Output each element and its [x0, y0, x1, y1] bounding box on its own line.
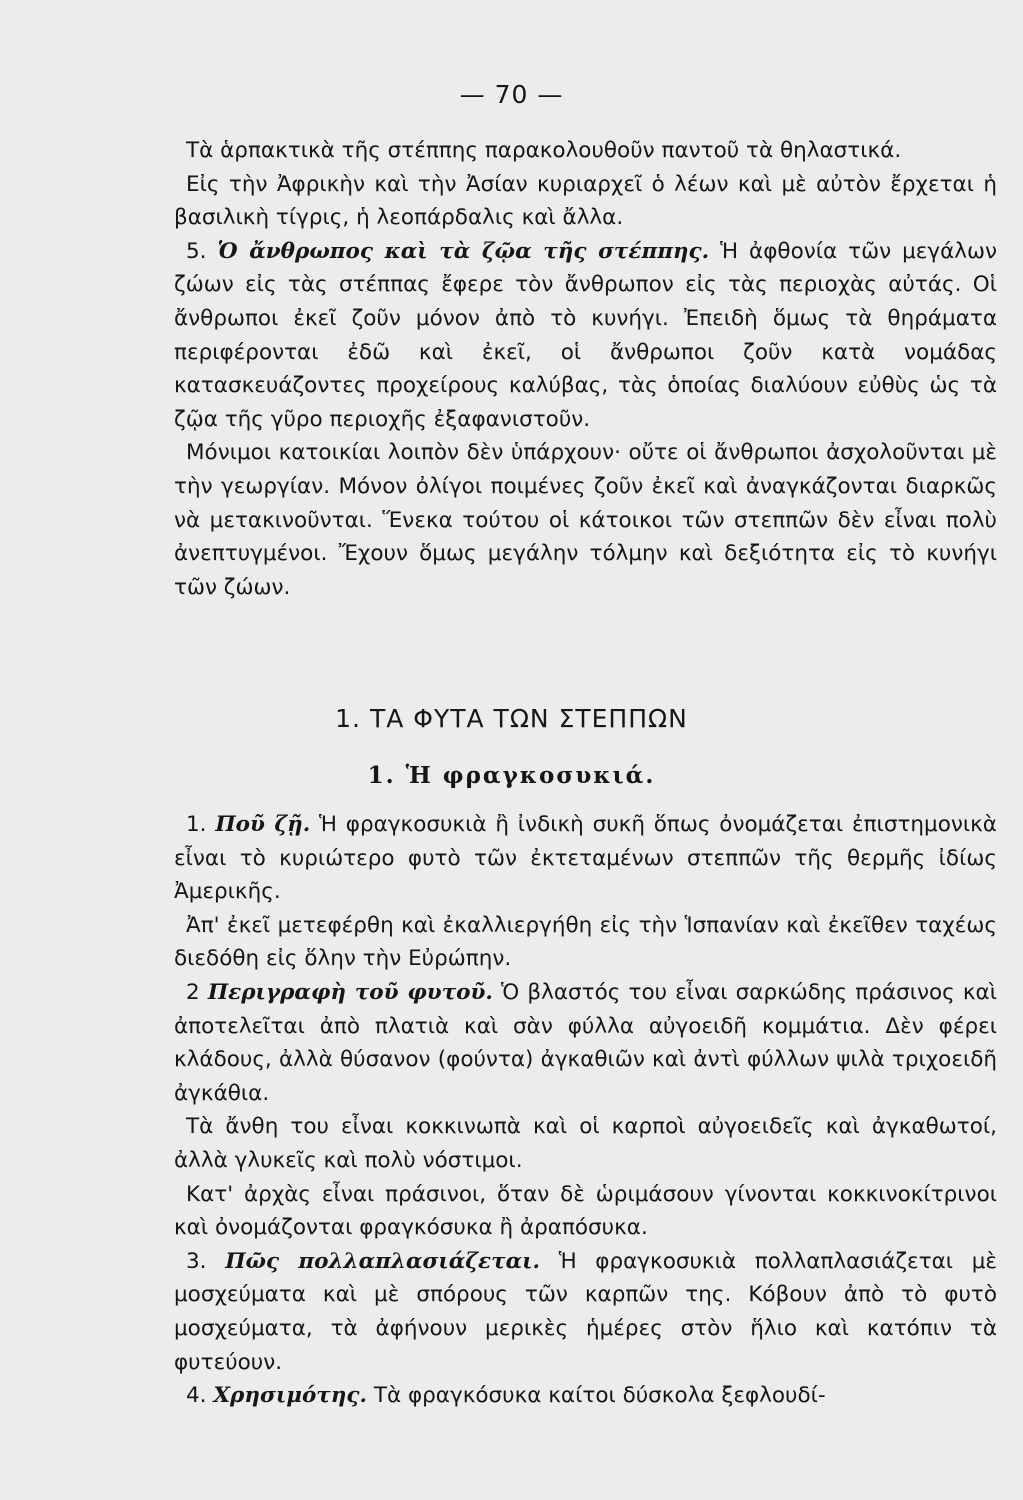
paragraph-description [174, 976, 997, 1110]
section-title: 1. ΤΑ ΦΥΤΑ ΤΩΝ ΣΤΕΠΠΩΝ [335, 704, 688, 733]
paragraph-colors: Κατ' ἀρχὰς εἶναι πράσινοι, ὅταν δὲ ὡριμάσουν γίνονται κοκκινοκίτρινοι καὶ ὀνομάζονται φραγκόσυκα ἢ ἀραπόσυκα. [174, 1181, 997, 1241]
section-number: 3. [186, 1248, 207, 1274]
paragraph-predators: Τὰ ἁρπακτικὰ τῆς στέππης παρακολουθοῦν παντοῦ τὰ θηλαστικά. [186, 138, 902, 163]
body-text-block [174, 808, 997, 1413]
paragraph-usefulness [174, 1379, 997, 1413]
section-text: Ἡ ἀφθονία τῶν μεγάλων ζώων εἰς τὰς στέππας ἔφερε τὸν ἄνθρωπον εἰς τὰς περιοχὰς αὐτάς. Οἱ ἄνθρωποι ἐκεῖ ζοῦν μόνον ἀπὸ τὸ κυνήγι. Ἐπειδὴ ὅμως τὰ θηράματα περιφέρονται ἐδῶ καὶ ἐκεῖ, οἱ ἄνθρωποι ζοῦν κατὰ νομάδας κατασκευάζοντες προχείρους καλύβας, τὰς ὁποίας διαλύουν εὐθὺς ὡς τὰ ζῷα τῆς γῦρο περιοχῆς ἐξαφανιστοῦν. [174, 238, 998, 432]
section-text: Ὁ βλαστός του εἶναι σαρκώδης πράσινος καὶ ἀποτελεῖται ἀπὸ πλατιὰ καὶ σὰν φύλλα αὐγοειδῆ κομμάτια. Δὲν φέρει κλάδους, ἀλλὰ θύσανον (φούντα) ἀγκαθιῶν καὶ ἀντὶ φύλλων ψιλὰ τριχοειδῆ ἀγκάθια. [174, 979, 997, 1106]
page-number: — 70 — [459, 80, 564, 109]
section-heading: Ποῦ ζῇ. [215, 812, 311, 837]
subsection-title: 1. Ἡ φραγκοσυκιά. [367, 762, 656, 789]
paragraph-propagation [174, 1245, 997, 1379]
paragraph-where-it-lives [174, 808, 997, 909]
section-text: Ἡ φραγκοσυκιὰ πολλαπλασιάζεται μὲ μοσχεύματα καὶ μὲ σπόρους τῶν καρπῶν της. Κόβουν ἀπὸ τὸ φυτὸ μοσχεύματα, τὰ ἀφήνουν μερικὲς ἡμέρες στὸν ἥλιο καὶ κατόπιν τὰ φυτεύουν. [174, 1248, 998, 1375]
paragraph-spain: Ἀπ' ἐκεῖ μετεφέρθη καὶ ἐκαλλιεργήθη εἰς τὴν Ἱσπανίαν καὶ ἐκεῖθεν ταχέως διεδόθη εἰς ὅλην τὴν Εὐρώπην. [174, 912, 997, 972]
section-heading: Χρησιμότης. [213, 1383, 367, 1409]
section-heading: Περιγραφὴ τοῦ φυτοῦ. [207, 979, 493, 1005]
paragraph-settlements: Μόνιμοι κατοικίαι λοιπὸν δὲν ὑπάρχουν· οὔτε οἱ ἄνθρωποι ἀσχολοῦνται μὲ τὴν γεωργίαν. Μόνον ὀλίγοι ποιμένες ζοῦν ἐκεῖ καὶ ἀναγκάζονται διαρκῶς νὰ μετακινοῦνται. Ἕνεκα τούτου οἱ κάτοικοι τῶν στεππῶν δὲν εἶναι πολὺ ἀνεπτυγμένοι. Ἔχουν ὅμως μεγάλην τόλμην καὶ δεξιότητα εἰς τὸ κυνήγι τῶν ζώων. [174, 440, 997, 600]
paragraph-africa-asia: Εἰς τὴν Ἀφρικὴν καὶ τὴν Ἀσίαν κυριαρχεῖ ὁ λέων καὶ μὲ αὐτὸν ἔρχεται ἡ βασιλικὴ τίγρις, ἡ λεοπάρδαλις καὶ ἄλλα. [174, 171, 997, 231]
paragraph-flowers: Τὰ ἄνθη του εἶναι κοκκινωπὰ καὶ οἱ καρποὶ αὐγοειδεῖς καὶ ἀγκαθωτοί, ἀλλὰ γλυκεῖς καὶ πολὺ νόστιμοι. [174, 1114, 997, 1173]
section-heading: Πῶς πολλαπλασιάζεται. [225, 1248, 541, 1274]
section-text: Τὰ φραγκόσυκα καίτοι δύσκολα ξεφλουδί- [373, 1383, 826, 1409]
section-text: Ἡ φραγκοσυκιὰ ἢ ἰνδικὴ συκῆ ὅπως ὀνομάζεται ἐπιστημονικὰ εἶναι τὸ κυριώτερο φυτὸ τῶν ἐκτεταμένων στεππῶν τῆς θερμῆς ἰδίως Ἀμερικῆς. [174, 812, 997, 905]
paragraph-man-and-animals [174, 235, 997, 437]
section-number: 2 [186, 979, 200, 1005]
top-text-block [174, 134, 997, 604]
section-number: 1. [186, 812, 207, 837]
section-heading: Ὁ ἄνθρωπος καὶ τὰ ζῷα τῆς στέππης. [217, 238, 710, 264]
section-number: 4. [186, 1383, 207, 1409]
section-number: 5. [186, 238, 207, 264]
